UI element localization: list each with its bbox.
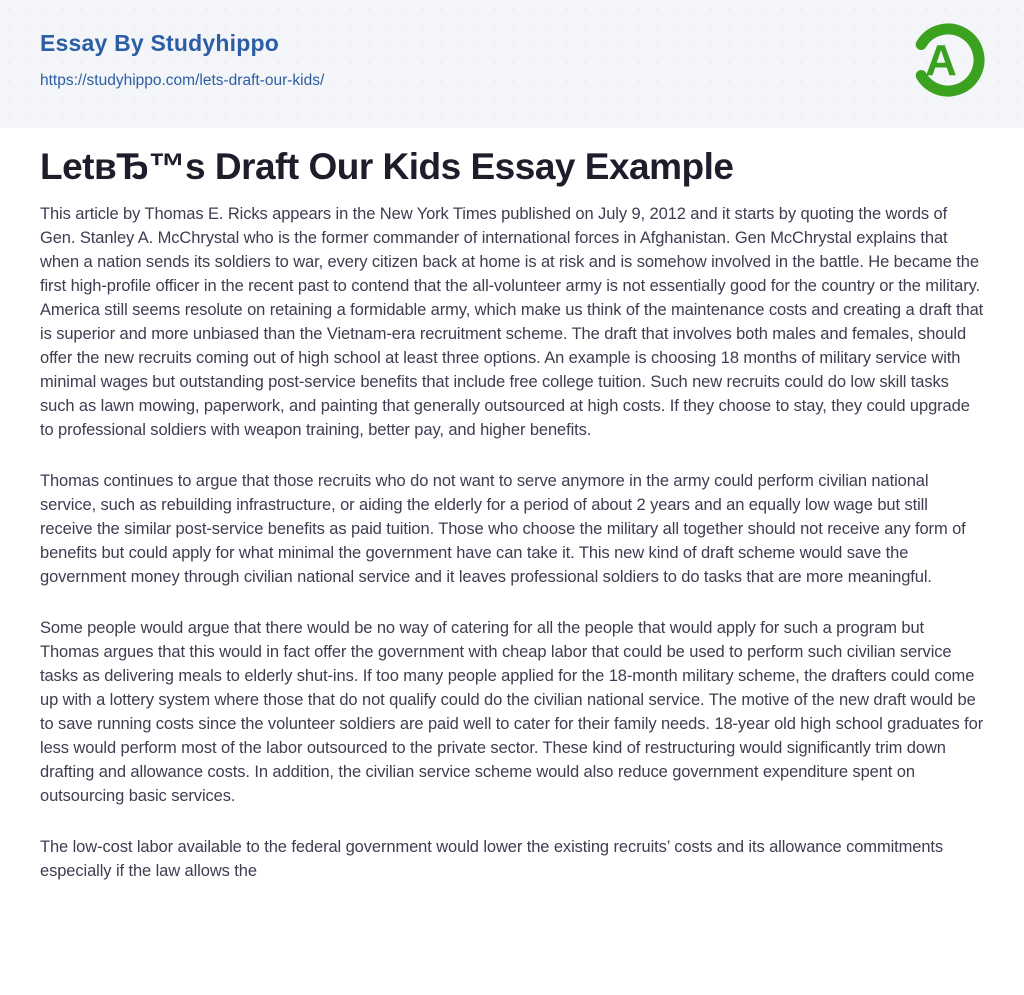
article-paragraph: The low-cost labor available to the federal government would lower the existing recruits’ costs and its allowance commitments especially if the law allows the [40,838,944,881]
article-paragraph: Some people would argue that there would be no way of catering for all the people that would apply for such a program but Thomas argues that this would in fact offer the government with cheap labor that could be used to perform such civilian service tasks as delivering meals to elderly shut-ins. If too many people applied for the 18-month military scheme, the drafters could come up with a lottery system where those that do not qualify could do the civilian national service. The motive of the new draft would be to save running costs since the volunteer soldiers are paid well to cater for their family needs. 18-year old high school graduates for less would perform most of the labor outsourced to the private sector. These kind of restructuring would significantly trim down drafting and allowance costs. In addition, the civilian service scheme would also reduce government expenditure spent on outsourcing basic services. [40,619,984,806]
logo-letter: A [925,36,957,85]
article-title: LetвЂ™s Draft Our Kids Essay Example [40,146,734,187]
studyhippo-logo [908,20,988,100]
site-title: Essay By Studyhippo [40,30,279,56]
page-url-link[interactable]: https://studyhippo.com/lets-draft-our-kids/ [40,71,325,89]
article-body [40,202,984,883]
page-header [0,0,1024,128]
logo-ring-icon [908,20,988,100]
article-content [0,144,1024,883]
article-paragraph: Thomas continues to argue that those recruits who do not want to serve anymore in the army could perform civilian national service, such as rebuilding infrastructure, or aiding the elderly for a period of about 2 years and an equally low wage but still receive the similar post-service benefits as paid tuition. Those who choose the military all together should not receive any form of benefits but could apply for what minimal the government have can take it. This new kind of draft scheme would save the government money through civilian national service and it leaves professional soldiers to do tasks that are more meaningful. [40,472,966,587]
article-paragraph: This article by Thomas E. Ricks appears in the New York Times published on July 9, 2012 and it starts by quoting the words of Gen. Stanley A. McChrystal who is the former commander of international forces in Afghanistan. Gen McChrystal explains that when a nation sends its soldiers to war, every citizen back at home is at risk and is somehow involved in the battle. He became the first high-profile officer in the recent past to contend that the all-volunteer army is not essentially good for the country or the military. America still seems resolute on retaining a formidable army, which make us think of the maintenance costs and creating a draft that is superior and more unbiased than the Vietnam-era recruitment scheme. The draft that involves both males and females, should offer the new recruits coming out of high school at least three options. An example is choosing 18 months of military service with minimal wages but outstanding post-service benefits that include free college tuition. Such new recruits could do low skill tasks such as lawn mowing, paperwork, and painting that generally outsourced at high costs. If they choose to stay, they could upgrade to professional soldiers with weapon training, better pay, and higher benefits. [40,205,984,440]
